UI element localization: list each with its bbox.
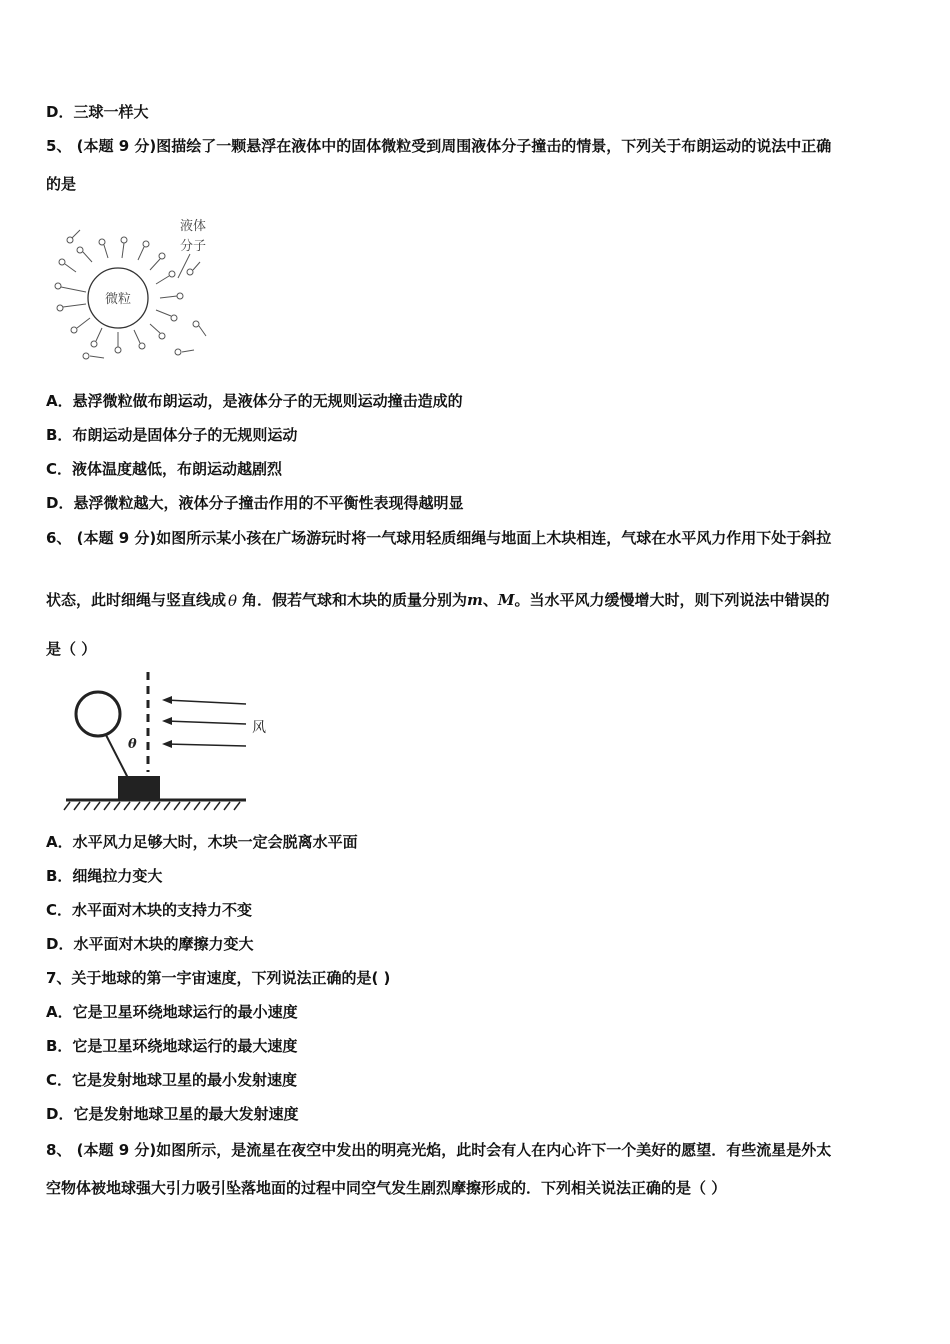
q6-sep: 、 [482, 591, 498, 609]
q8-stem-line1: 8、 (本题 9 分)如图所示，是流星在夜空中发出的明亮光焰，此时会有人在内心许下一个美好的愿望．有些流星是外太 [46, 1141, 832, 1159]
ground-hatching [64, 802, 240, 810]
q6-option-a: A．水平风力足够大时，木块一定会脱离水平面 [46, 833, 358, 851]
q7-option-a: A．它是卫星环绕地球运行的最小速度 [46, 1003, 298, 1021]
q5-stem-line1: 5、 (本题 9 分)图描绘了一颗悬浮在液体中的固体微粒受到周围液体分子撞击的情景，下列关于布朗运动的说法中正确 [46, 137, 832, 155]
q6-theta-inline: θ [228, 592, 238, 610]
balloon-wind-figure [62, 668, 266, 814]
q6-line2-part-b: 角．假若气球和木块的质量分别为 [242, 591, 468, 609]
q4-option-d: D．三球一样大 [46, 103, 149, 121]
q7-option-d: D．它是发射地球卫星的最大发射速度 [46, 1105, 299, 1123]
wind-arrowheads [162, 696, 172, 748]
liquid-label-2: 分子 [180, 239, 207, 254]
q7-option-c: C．它是发射地球卫星的最小发射速度 [46, 1071, 298, 1089]
angle-label: θ [128, 737, 137, 752]
q6-option-d: D．水平面对木块的摩擦力变大 [46, 935, 254, 953]
particle-label: 微粒 [105, 292, 132, 307]
q6-var-M: M [497, 591, 515, 609]
q6-line2-part-c: 。当水平风力缓慢增大时，则下列说法中错误的 [514, 591, 830, 609]
balloon [76, 692, 120, 736]
q5-option-c: C．液体温度越低，布朗运动越剧烈 [46, 460, 283, 478]
q8-stem-line2: 空物体被地球强大引力吸引坠落地面的过程中同空气发生剧烈摩擦形成的．下列相关说法正确的是（ ） [46, 1179, 727, 1197]
string [106, 735, 128, 778]
brownian-motion-figure [50, 212, 220, 362]
q5-stem-line2: 的是 [46, 175, 77, 193]
q7-stem: 7、关于地球的第一宇宙速度，下列说法正确的是( ) [46, 969, 391, 987]
wind-label: 风 [252, 720, 266, 736]
q6-line2-part-a: 状态，此时细绳与竖直线成 [46, 591, 227, 609]
wooden-block [118, 776, 160, 800]
q5-option-d: D．悬浮微粒越大，液体分子撞击作用的不平衡性表现得越明显 [46, 494, 464, 512]
q5-option-a: A．悬浮微粒做布朗运动，是液体分子的无规则运动撞击造成的 [46, 392, 463, 410]
liquid-label-1: 液体 [180, 219, 207, 234]
q5-option-b: B．布朗运动是固体分子的无规则运动 [46, 426, 298, 444]
q7-option-b: B．它是卫星环绕地球运行的最大速度 [46, 1037, 298, 1055]
q6-stem-line2 [46, 590, 830, 610]
q6-var-m: m [467, 591, 483, 609]
q6-option-c: C．水平面对木块的支持力不变 [46, 901, 253, 919]
q6-option-b: B．细绳拉力变大 [46, 867, 163, 885]
q6-stem-line3: 是（ ） [46, 640, 97, 658]
q6-stem-line1: 6、 (本题 9 分)如图所示某小孩在广场游玩时将一气球用轻质细绳与地面上木块相连，气球在水平风力作用下处于斜拉 [46, 529, 832, 547]
